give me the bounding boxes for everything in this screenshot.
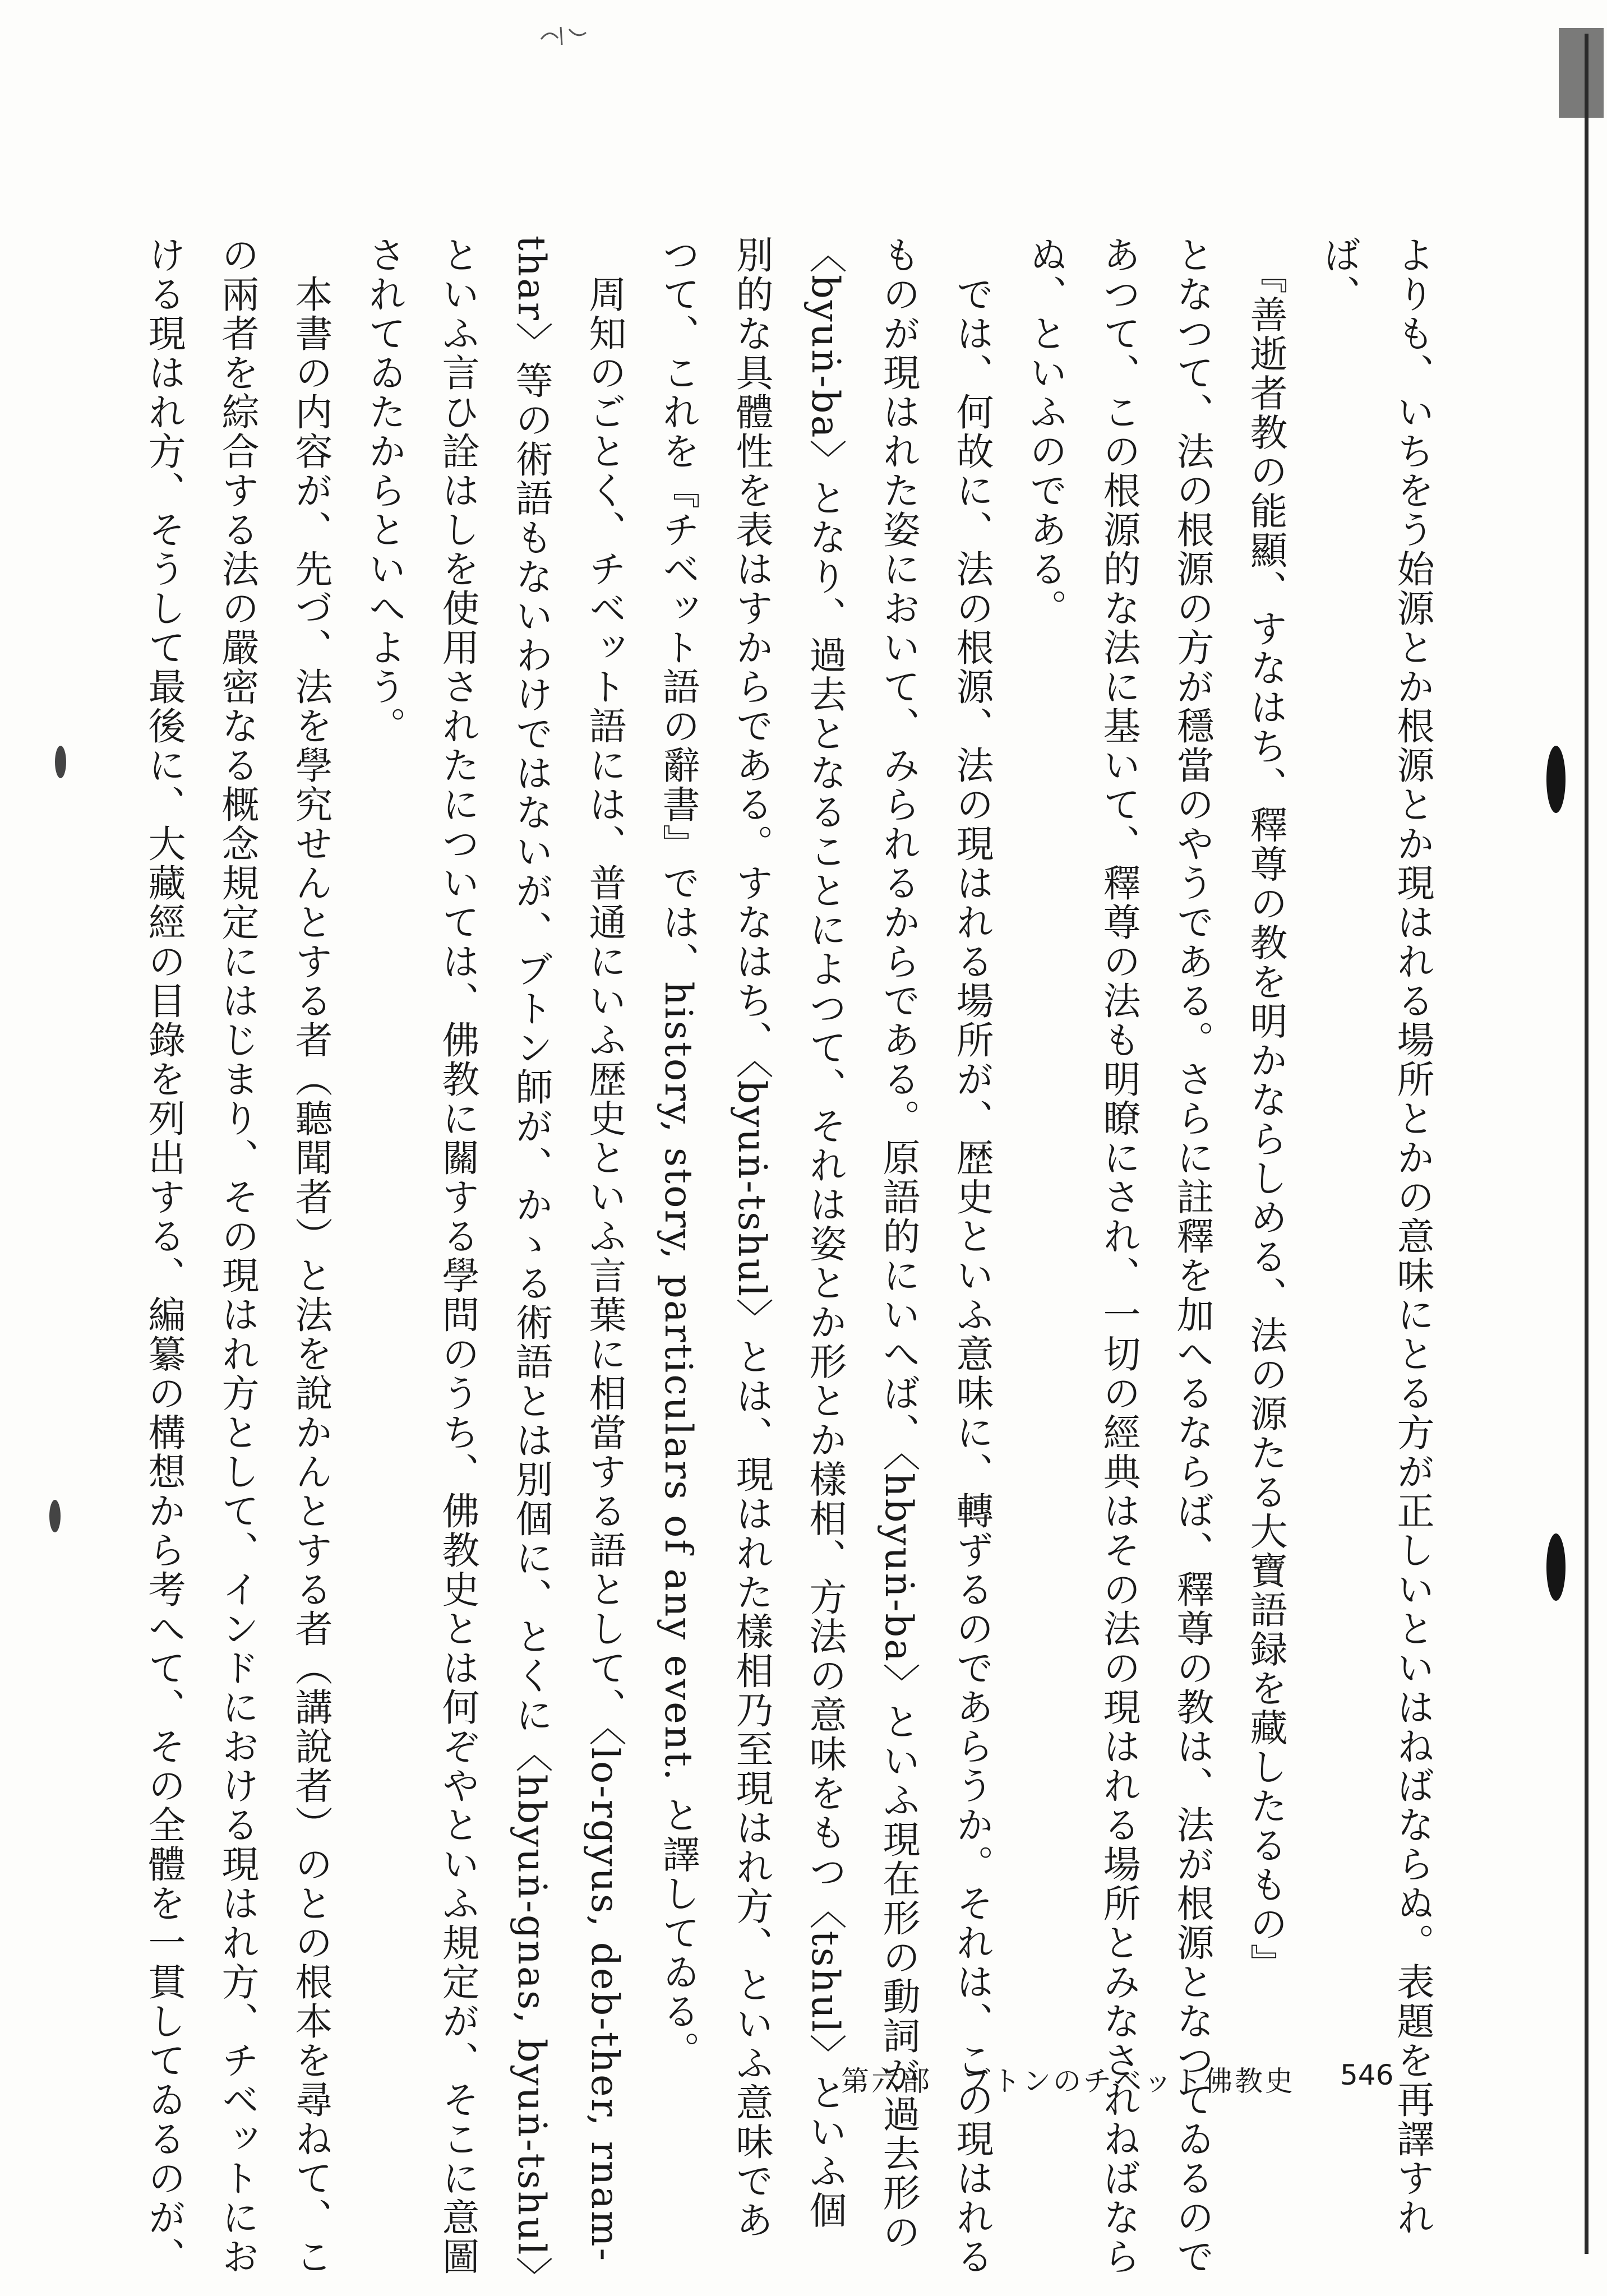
text-line: ものが現はれた姿において、みられるからである。原語的にいへば、〈hbyuṅ-ba〉といふ現在形の動詞が過去形の	[877, 235, 921, 2252]
text-line: となつて、法の根源の方が穩當のやうである。さらに註釋を加へるならば、釋尊の教は、法が根源となつてゐるので	[1171, 235, 1215, 2276]
text-line: 周知のごとく、チベット語には、普通にいふ歴史といふ言葉に相當する語として、〈lo-rgyus, deb-ther, rnam-	[583, 235, 627, 2263]
binding-mark	[49, 1500, 61, 1532]
text-line: ける現はれ方、そうして最後に、大藏經の目錄を列出する、編纂の構想から考へて、その全體を一貫してゐるのが、	[142, 235, 186, 2276]
text-line: よりも、いちをう始源とか根源とか現はれる場所とかの意味にとる方が正しいといはねばならぬ。表題を再譯すれ	[1391, 235, 1435, 2237]
page-number: 546	[1340, 2059, 1394, 2091]
text-line: 『善逝者教の能顯、すなはち、釋尊の教を明かならしめる、法の源たる大寶語録を藏したるもの』	[1244, 235, 1288, 1983]
text-line: ば、	[1318, 235, 1361, 314]
text-line: 本書の内容が、先づ、法を學究せんとする者（聽聞者）と法を說かんとする者（講說者）のとの根本を尋ねて、こ	[289, 235, 333, 2276]
scan-corner-smudge	[1559, 28, 1604, 118]
text-line: では、何故に、法の根源、法の現はれる場所が、歴史といふ意味に、轉ずるのであらうか。それは、この現はれる	[950, 235, 994, 2276]
text-line: ぬ、といふのである。	[1024, 235, 1068, 628]
text-line: の兩者を綜合する法の嚴密なる概念規定にはじまり、その現はれ方として、インドにおける現はれ方、チベットにお	[216, 235, 260, 2276]
running-footer-section: 第六部 ブトンのチベット佛教史	[841, 2065, 1295, 2098]
text-line: あつて、この根源的な法に基いて、釋尊の法も明瞭にされ、一切の經典はその法の現はれる場所とみなされねばなら	[1097, 235, 1141, 2276]
text-line: thar〉等の術語もないわけではないが、ブトン師が、かゝる術語とは別個に、とくに〈hbyuṅ-gnas, byuṅ-tshul〉	[510, 235, 553, 2296]
text-line: 〈byuṅ-ba〉となり、過去となることによつて、それは姿とか形とか樣相、方法の意味をもつ〈tshul〉といふ個	[804, 235, 847, 2230]
text-line: つて、これを『チベット語の辭書』では、history, story, particulars of any event. と譯してゐる。	[657, 235, 700, 2071]
pencil-mark-icon	[538, 22, 589, 50]
page-edge-rule	[1585, 34, 1588, 2254]
punch-hole-mark	[1546, 1533, 1566, 1601]
text-line: されてゐたからといへよう。	[363, 235, 407, 746]
text-line: 別的な具體性を表はすからである。すなはち、〈byuṅ-tshul〉とは、現はれた樣相乃至現はれ方、といふ意味であ	[730, 235, 774, 2240]
punch-hole-mark	[1546, 746, 1566, 813]
binding-mark	[55, 746, 66, 778]
text-line: といふ言ひ詮はしを使用されたについては、佛教に關する學問のうち、佛教史とは何ぞやといふ規定が、そこに意圖	[436, 235, 480, 2276]
